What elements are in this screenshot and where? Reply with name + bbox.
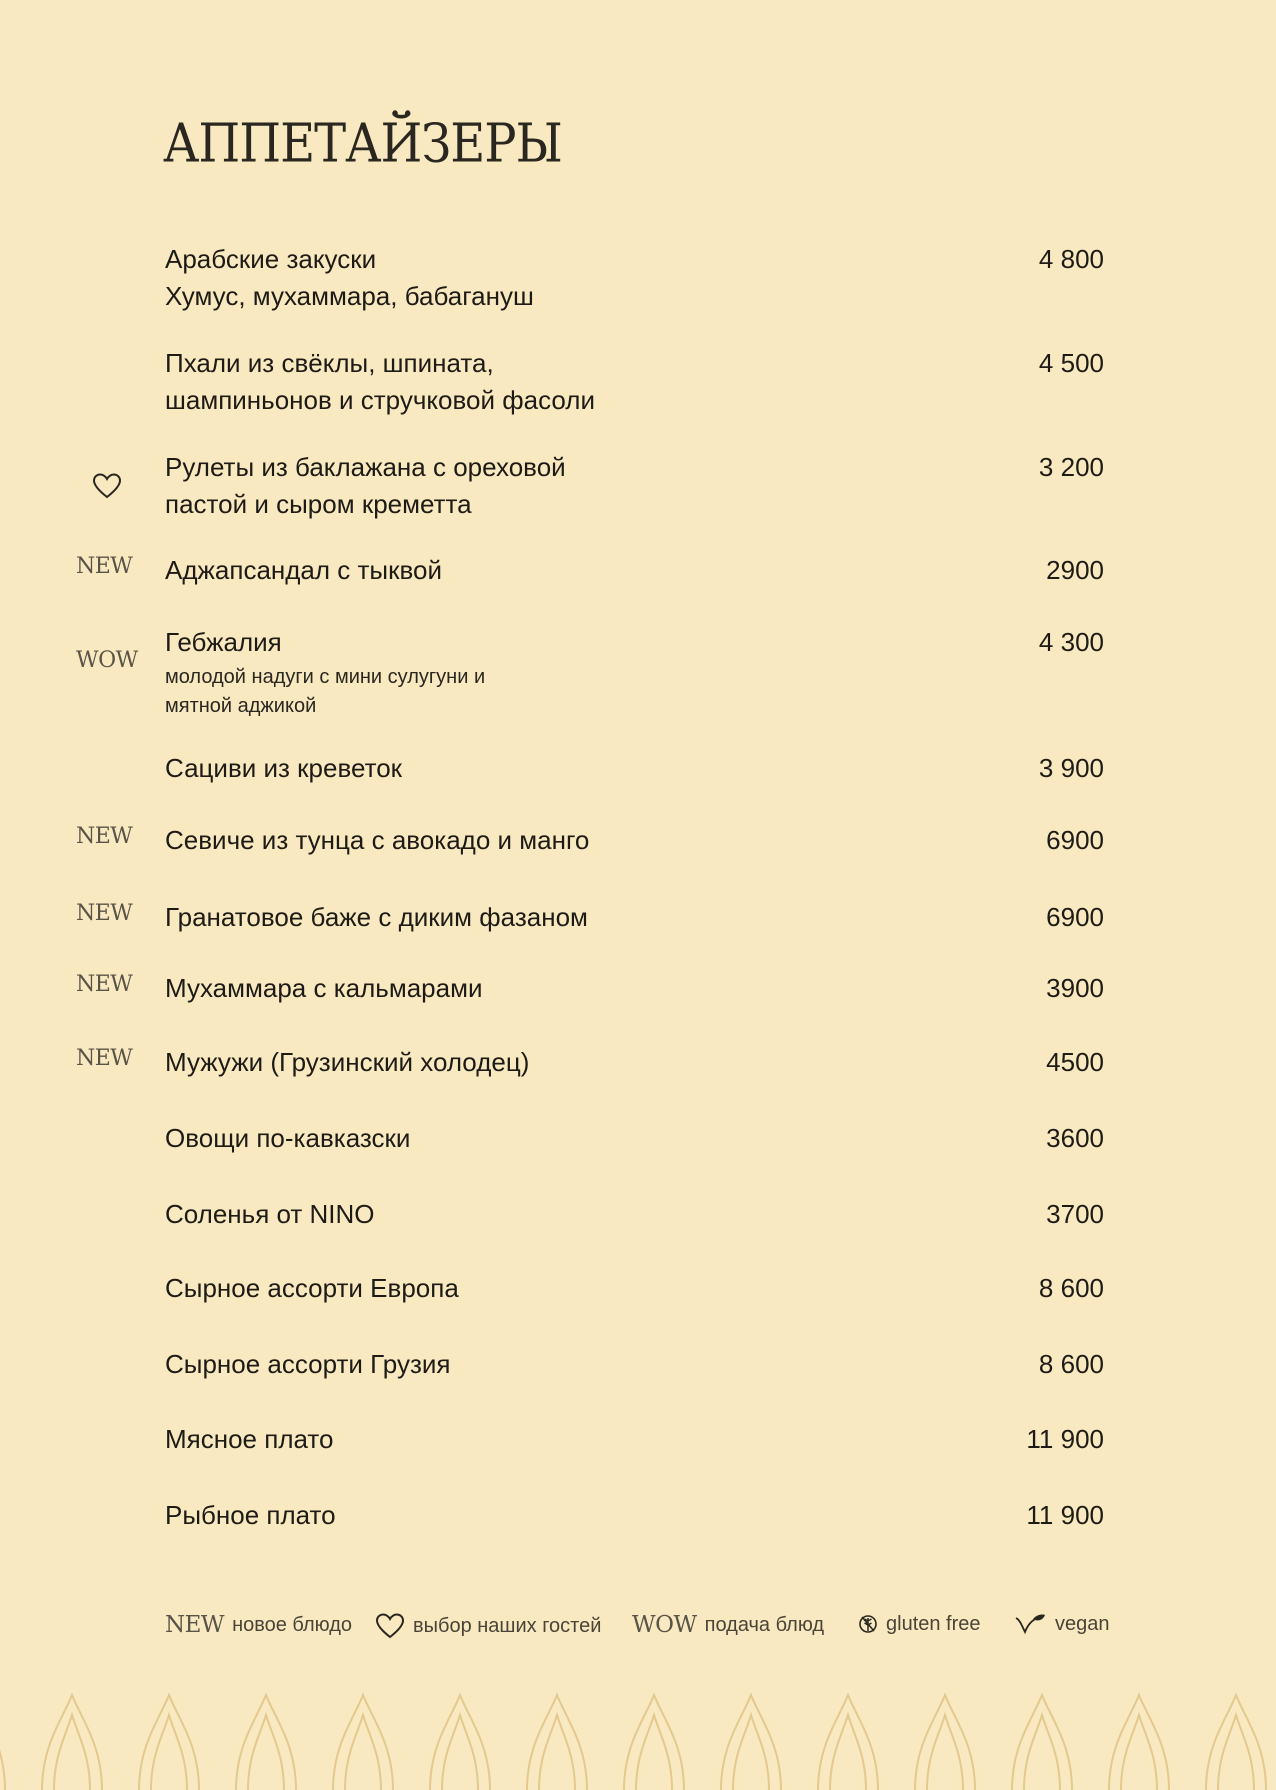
legend-vegan-label: vegan — [1055, 1612, 1110, 1635]
menu-item-description: молодой надуги с мини сулугуни и мятной аджикой — [165, 666, 486, 717]
new-badge: NEW — [76, 824, 133, 849]
legend-wow — [632, 1612, 824, 1638]
menu-item-price: 3 200 — [1038, 452, 1104, 482]
menu-item-name: Арабские закуски Хумус, мухаммара, бабагануш — [165, 244, 534, 311]
menu-item-price: 8 600 — [1038, 1349, 1104, 1379]
menu-item-name: Овощи по-кавказски — [165, 1123, 411, 1153]
legend-heart-label: выбор наших гостей — [413, 1614, 602, 1637]
ornament-flame — [1206, 1695, 1266, 1790]
gluten-free-icon — [858, 1612, 878, 1636]
menu-item-price: 6900 — [1046, 902, 1104, 932]
ornament-flame — [1109, 1695, 1169, 1790]
menu-item-price: 3600 — [1046, 1123, 1104, 1153]
page-title: АППЕТАЙЗЕРЫ — [163, 112, 562, 175]
menu-item-name: Рыбное плато — [165, 1500, 336, 1530]
ornament-flame — [333, 1695, 393, 1790]
new-badge: NEW — [76, 554, 133, 579]
legend-gluten-label: gluten free — [886, 1612, 981, 1635]
menu-item-price: 8 600 — [1038, 1273, 1104, 1303]
new-badge-icon: NEW — [165, 1612, 225, 1638]
menu-item-price: 4 800 — [1038, 244, 1104, 274]
ornament-flame — [915, 1695, 975, 1790]
heart-icon — [375, 1612, 405, 1640]
ornament-flame — [430, 1695, 490, 1790]
menu-item-name: Мухаммара с кальмарами — [165, 973, 483, 1003]
ornament-flame — [236, 1695, 296, 1790]
menu-item-name: Сырное ассорти Европа — [165, 1273, 459, 1303]
vegan-leaf-icon — [1013, 1612, 1047, 1636]
menu-item-name: Севиче из тунца с авокадо и манго — [165, 825, 590, 855]
menu-item-price: 4 500 — [1038, 348, 1104, 378]
legend-gluten — [858, 1612, 981, 1636]
menu-item-price: 2900 — [1046, 555, 1104, 585]
menu-item-name: Сырное ассорти Грузия — [165, 1349, 451, 1379]
menu-item-name: Сациви из креветок — [165, 753, 403, 783]
menu-item-name: Пхали из свёклы, шпината, шампиньонов и стручковой фасоли — [165, 348, 595, 415]
menu-item-price: 3 900 — [1038, 753, 1104, 783]
menu-item-name: Гранатовое баже с диким фазаном — [165, 902, 588, 932]
ornament-flame — [527, 1695, 587, 1790]
menu-item-price: 4 300 — [1038, 627, 1104, 657]
new-badge: NEW — [76, 1046, 133, 1071]
ornament-flame — [42, 1695, 102, 1790]
new-badge: NEW — [76, 972, 133, 997]
menu-item-name: Соленья от NINO — [165, 1199, 375, 1229]
ornament-flame — [139, 1695, 199, 1790]
legend-new-label: новое блюдо — [232, 1613, 353, 1636]
wow-badge-icon: WOW — [632, 1612, 697, 1638]
menu-item-name: Аджапсандал с тыквой — [165, 555, 442, 585]
menu-item-name: Мужужи (Грузинский холодец) — [165, 1047, 530, 1077]
ornament-flame — [624, 1695, 684, 1790]
menu-item-price: 3900 — [1046, 973, 1104, 1003]
legend-heart — [375, 1612, 601, 1640]
legend-new — [165, 1612, 352, 1638]
legend — [0, 1612, 1276, 1644]
wow-badge: WOW — [76, 648, 138, 673]
heart-icon — [92, 471, 122, 501]
ornament-flame — [1012, 1695, 1072, 1790]
menu-item-price: 3700 — [1046, 1199, 1104, 1229]
menu-item-price: 4500 — [1046, 1047, 1104, 1077]
menu-item-name: Мясное плато — [165, 1424, 334, 1454]
ornament-pattern — [0, 1690, 1276, 1790]
new-badge: NEW — [76, 901, 133, 926]
ornament-flame — [0, 1695, 5, 1790]
legend-wow-label: подача блюд — [704, 1613, 825, 1636]
menu-item-name: Гебжалия — [165, 627, 282, 657]
menu-item-price: 6900 — [1046, 825, 1104, 855]
menu-item-name: Рулеты из баклажана с ореховой пастой и сыром креметта — [165, 452, 566, 519]
ornament-flame — [721, 1695, 781, 1790]
menu-item-price: 11 900 — [1026, 1424, 1104, 1454]
menu-item-price: 11 900 — [1026, 1500, 1104, 1530]
ornament-flame — [818, 1695, 878, 1790]
legend-vegan — [1013, 1612, 1110, 1636]
